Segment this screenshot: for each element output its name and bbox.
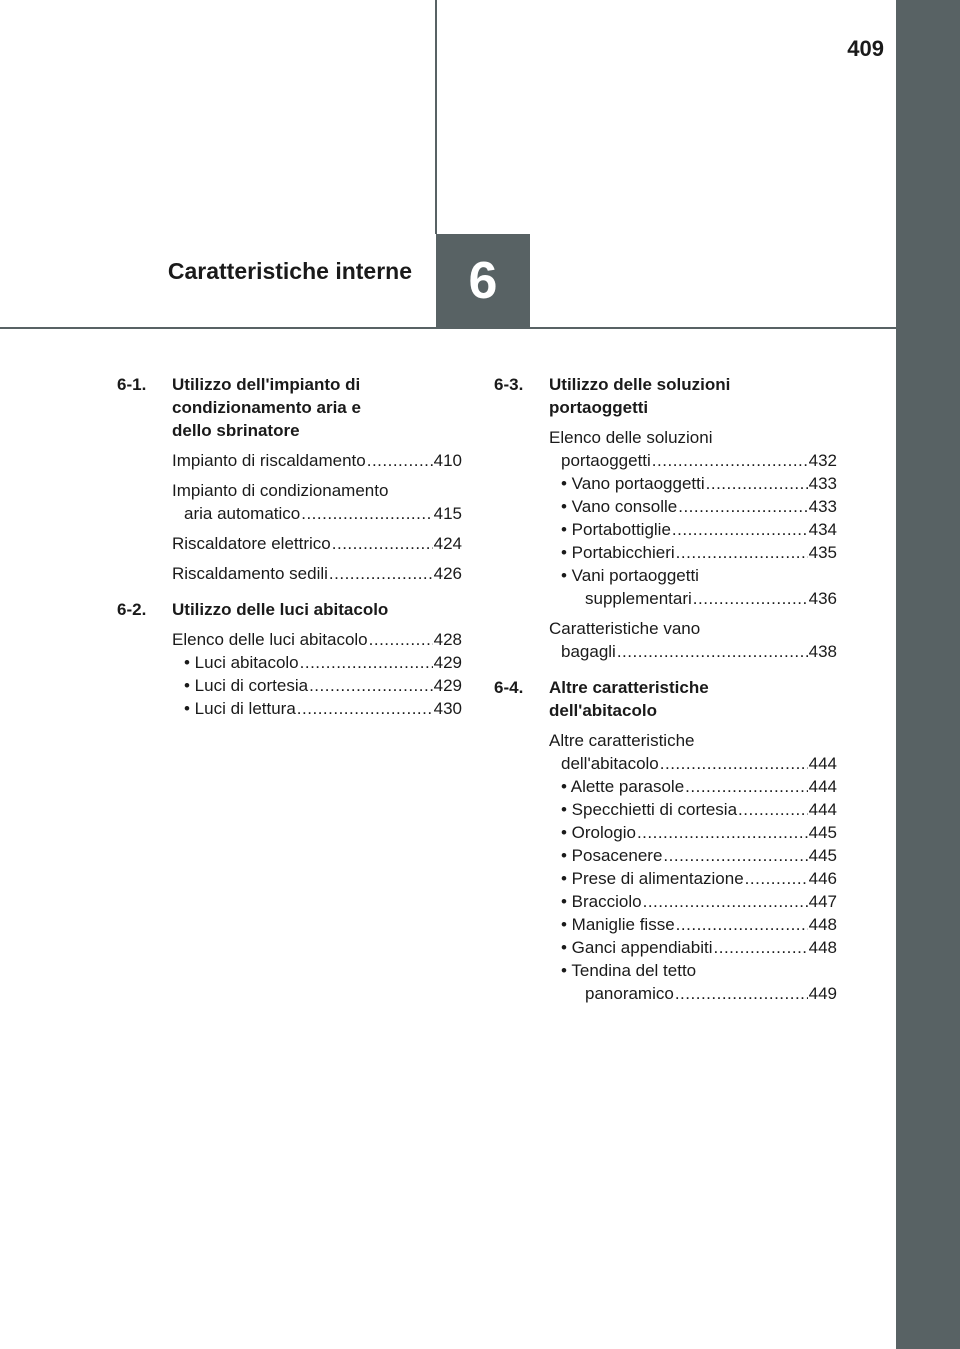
toc-entry-row — [561, 982, 837, 1005]
toc-section-title — [549, 373, 837, 419]
toc-entry-row — [172, 628, 462, 651]
toc-entry[interactable] — [549, 617, 837, 663]
dot-leader — [300, 651, 433, 674]
toc-entry-line: • Vani portaoggetti — [561, 566, 699, 585]
toc-section-title-line: Altre caratteristiche — [549, 678, 709, 697]
toc-entry[interactable] — [549, 729, 837, 1005]
toc-page-number: 445 — [808, 823, 837, 842]
toc-entry-line: Caratteristiche vano — [549, 619, 701, 638]
toc-entry-row — [561, 587, 837, 610]
toc-entry[interactable] — [172, 532, 462, 555]
dot-leader — [663, 844, 807, 867]
toc-entry-label: aria automatico — [184, 504, 301, 523]
toc-page-number: 436 — [808, 589, 837, 608]
toc-page-number: 433 — [808, 474, 837, 493]
dot-leader — [693, 587, 808, 610]
toc-section-title-line: Utilizzo dell'impianto di — [172, 375, 361, 394]
toc-entry-label: • Orologio — [561, 823, 636, 842]
dot-leader — [301, 502, 432, 525]
toc-entry-label: Riscaldatore elettrico — [172, 534, 331, 553]
toc-column-right — [494, 373, 837, 1018]
toc-page-number: 424 — [433, 534, 462, 553]
toc-entry-label: • Ganci appendiabiti — [561, 938, 713, 957]
toc-entry-row — [549, 640, 837, 663]
toc-section-title-line: Utilizzo delle soluzioni — [549, 375, 731, 394]
toc-subentry[interactable] — [561, 798, 837, 821]
toc-entry-row — [184, 651, 462, 674]
toc-page-number: 444 — [808, 777, 837, 796]
toc-subentry[interactable] — [184, 697, 462, 720]
toc-entry-row — [184, 674, 462, 697]
toc-subentry[interactable] — [561, 564, 837, 610]
toc-section-title — [172, 373, 462, 442]
toc-entry-label: • Luci abitacolo — [184, 653, 299, 672]
toc-subentry[interactable] — [561, 821, 837, 844]
toc-page-number: 433 — [808, 497, 837, 516]
dot-leader — [738, 798, 808, 821]
toc-page-number: 429 — [433, 653, 462, 672]
dot-leader — [297, 697, 433, 720]
chapter-title: Caratteristiche interne — [167, 258, 412, 284]
toc-section-number: 6-1. — [117, 375, 147, 394]
toc-page-number: 438 — [808, 642, 837, 661]
dot-leader — [637, 821, 808, 844]
toc-entry-line: Elenco delle soluzioni — [549, 428, 713, 447]
toc-entry-label: • Vano consolle — [561, 497, 678, 516]
toc-page-number: 410 — [433, 451, 462, 470]
toc-subentry[interactable] — [561, 936, 837, 959]
toc-page-number: 445 — [808, 846, 837, 865]
chapter-number: 6 — [468, 252, 498, 310]
toc-section-number: 6-3. — [494, 375, 524, 394]
toc-subentry[interactable] — [561, 913, 837, 936]
toc-entry-row — [184, 697, 462, 720]
toc-section-title-line: dello sbrinatore — [172, 421, 300, 440]
toc-subentry[interactable] — [561, 541, 837, 564]
toc-entry-row — [172, 532, 462, 555]
toc-entry-row — [561, 518, 837, 541]
toc-entry[interactable] — [172, 479, 462, 525]
toc-entry-line: Impianto di condizionamento — [172, 481, 389, 500]
toc-entry-row — [561, 541, 837, 564]
toc-entry-label: • Luci di cortesia — [184, 676, 309, 695]
dot-leader — [660, 752, 808, 775]
toc-entry-label: • Posacenere — [561, 846, 663, 865]
toc-subentry[interactable] — [561, 495, 837, 518]
toc-entry-row — [549, 449, 837, 472]
dot-leader — [329, 562, 433, 585]
dot-leader — [745, 867, 808, 890]
side-tab — [896, 0, 960, 1349]
dot-leader — [676, 541, 808, 564]
toc-page-number: 415 — [433, 504, 462, 523]
toc-entry-label: • Vano portaoggetti — [561, 474, 705, 493]
toc-entry-label: Riscaldamento sedili — [172, 564, 328, 583]
toc-page-number: 446 — [808, 869, 837, 888]
chapter-number-box — [436, 234, 530, 328]
toc-section-title-line: portaoggetti — [549, 398, 649, 417]
dot-leader — [676, 913, 808, 936]
toc-subentry[interactable] — [561, 890, 837, 913]
toc-entry-row — [549, 752, 837, 775]
toc-page-number: 426 — [433, 564, 462, 583]
toc-page-number: 432 — [808, 451, 837, 470]
dot-leader — [675, 982, 808, 1005]
dot-leader — [672, 518, 808, 541]
toc-section-title — [172, 598, 462, 621]
toc-subentry[interactable] — [561, 518, 837, 541]
toc-column-left — [117, 373, 462, 733]
toc-entry[interactable] — [172, 562, 462, 585]
toc-entry-label: panoramico — [585, 984, 674, 1003]
toc-entry-row — [172, 562, 462, 585]
toc-subentry[interactable] — [561, 844, 837, 867]
toc-section-title-line: dell'abitacolo — [549, 701, 657, 720]
toc-entry-label: • Portabicchieri — [561, 543, 675, 562]
dot-leader — [332, 532, 433, 555]
toc-section-heading — [117, 598, 462, 621]
toc-entry-label: • Bracciolo — [561, 892, 642, 911]
toc-subentry[interactable] — [184, 674, 462, 697]
toc-entry-label: • Luci di lettura — [184, 699, 296, 718]
header-divider-vertical — [435, 0, 437, 234]
toc-entry-row — [561, 798, 837, 821]
toc-section-heading — [494, 373, 837, 419]
toc-page-number: 435 — [808, 543, 837, 562]
toc-section-number: 6-4. — [494, 678, 524, 697]
toc-page-number: 430 — [433, 699, 462, 718]
toc-entry-row — [172, 502, 462, 525]
toc-entry-label: dell'abitacolo — [561, 754, 659, 773]
toc-section — [494, 373, 837, 663]
toc-page-number: 449 — [808, 984, 837, 1003]
toc-entry-row — [561, 844, 837, 867]
toc-subentry[interactable] — [561, 959, 837, 1005]
toc-entry-label: • Maniglie fisse — [561, 915, 675, 934]
dot-leader — [685, 775, 807, 798]
toc-section — [117, 598, 462, 720]
toc-section-number: 6-2. — [117, 600, 147, 619]
toc-entry-label: • Portabottiglie — [561, 520, 671, 539]
toc-subentry[interactable] — [561, 472, 837, 495]
dot-leader — [652, 449, 808, 472]
toc-entry-row — [561, 495, 837, 518]
toc-entry-label: supplementari — [585, 589, 692, 608]
dot-leader — [369, 628, 433, 651]
toc-page-number: 447 — [808, 892, 837, 911]
toc-entry-label: Elenco delle luci abitacolo — [172, 630, 368, 649]
toc-section-title-line: condizionamento aria e — [172, 398, 361, 417]
toc-page-number: 448 — [808, 915, 837, 934]
toc-entry-row — [172, 449, 462, 472]
toc-subentry[interactable] — [561, 775, 837, 798]
toc-entry-label: Impianto di riscaldamento — [172, 451, 366, 470]
toc-page-number: 448 — [808, 938, 837, 957]
toc-section-title — [549, 676, 837, 722]
toc-entry[interactable] — [172, 628, 462, 720]
toc-entry[interactable] — [549, 426, 837, 610]
page-number: 409 — [847, 36, 884, 61]
toc-section — [117, 373, 462, 585]
dot-leader — [643, 890, 808, 913]
toc-entry-row — [561, 867, 837, 890]
toc-entry-row — [561, 775, 837, 798]
toc-page-number: 429 — [433, 676, 462, 695]
toc-entry-label: bagagli — [561, 642, 616, 661]
toc-entry-label: • Specchietti di cortesia — [561, 800, 738, 819]
toc-page-number: 444 — [808, 800, 837, 819]
toc-section-title-line: Utilizzo delle luci abitacolo — [172, 600, 389, 619]
toc-section-heading — [494, 676, 837, 722]
toc-entry-row — [561, 821, 837, 844]
toc-page-number: 444 — [808, 754, 837, 773]
dot-leader — [714, 936, 808, 959]
dot-leader — [678, 495, 807, 518]
toc-section-heading — [117, 373, 462, 442]
toc-entry-label: • Prese di alimentazione — [561, 869, 744, 888]
toc-page-number: 434 — [808, 520, 837, 539]
toc-entry-row — [561, 890, 837, 913]
toc-entry-row — [561, 913, 837, 936]
dot-leader — [706, 472, 808, 495]
toc-entry-label: • Alette parasole — [561, 777, 685, 796]
toc-entry-label: portaoggetti — [561, 451, 651, 470]
toc-entry-line: • Tendina del tetto — [561, 961, 697, 980]
toc-entry-row — [561, 472, 837, 495]
toc-entry-line: Altre caratteristiche — [549, 731, 695, 750]
toc-section — [494, 676, 837, 1005]
toc-page-number: 428 — [433, 630, 462, 649]
toc-subentry[interactable] — [184, 651, 462, 674]
toc-subentry[interactable] — [561, 867, 837, 890]
dot-leader — [367, 449, 433, 472]
toc-entry-row — [561, 936, 837, 959]
dot-leader — [309, 674, 433, 697]
dot-leader — [617, 640, 808, 663]
toc-entry[interactable] — [172, 449, 462, 472]
